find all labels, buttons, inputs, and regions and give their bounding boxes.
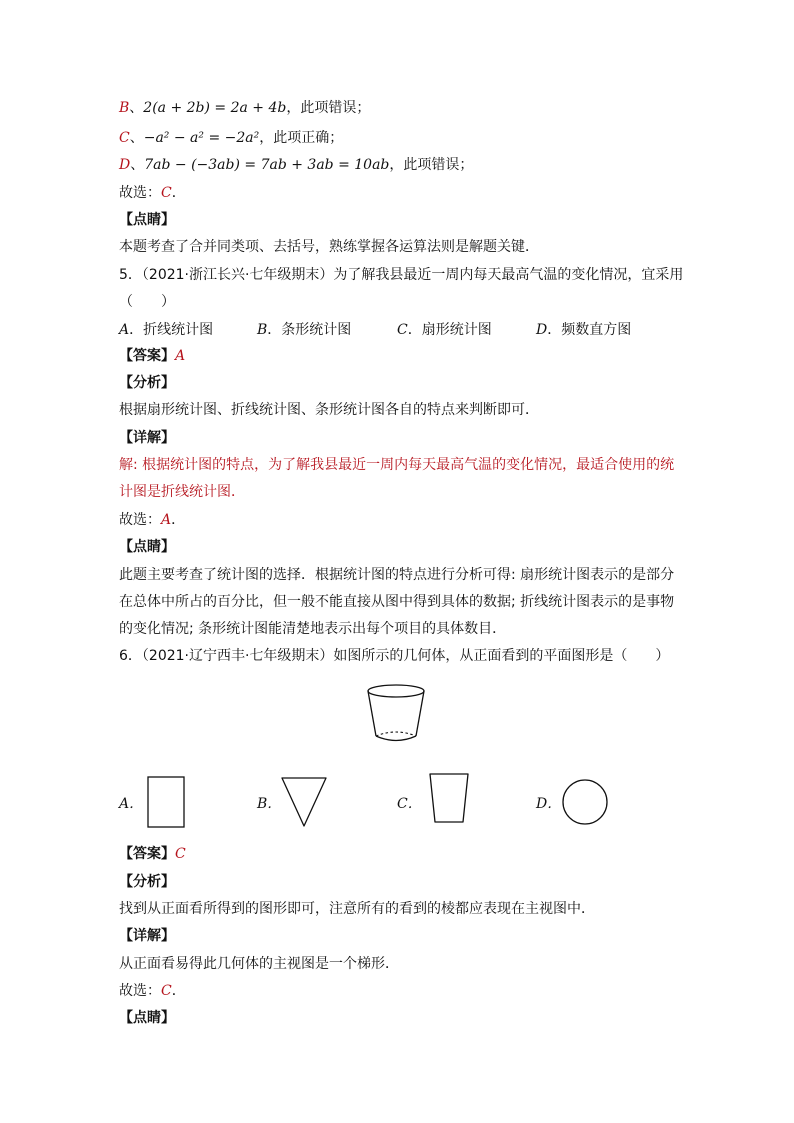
question-5-option-d xyxy=(536,319,631,339)
comment-text-line-2: 在总体中所占的百分比，但一般不能直接从图中得到具体的数据; 折线统计图表示的是事物 xyxy=(119,594,675,610)
math-expression: −a² − a² = −2a² xyxy=(143,130,260,146)
option-letter: B xyxy=(119,100,130,116)
choice-prefix: 故选： xyxy=(119,983,161,999)
question-6-answer xyxy=(119,844,186,864)
choice-suffix: ． xyxy=(171,185,186,201)
solution-option-b xyxy=(119,98,370,118)
question-5-option-b xyxy=(257,319,351,339)
option-letter: A xyxy=(119,322,130,338)
separator: 、 xyxy=(129,130,144,146)
choice-line xyxy=(119,981,186,1001)
detail-heading: 【详解】 xyxy=(119,430,175,446)
choice-suffix: ． xyxy=(171,983,186,999)
solution-note: ，此项错误； xyxy=(389,157,474,173)
comment-text-line-1: 此题主要考查了统计图的选择．根据统计图的特点进行分析可得: 扇形统计图表示的是部分 xyxy=(119,567,675,583)
question-6-option-d-label: D． xyxy=(536,796,562,812)
question-5-option-a xyxy=(119,319,213,339)
choice-suffix: ． xyxy=(171,512,186,528)
option-letter: B xyxy=(257,322,268,338)
question-5-options xyxy=(119,319,679,339)
question-6-option-a-label: A． xyxy=(119,796,144,812)
answer-value: A xyxy=(175,348,186,364)
question-5-stem: 5．（2021·浙江长兴·七年级期末）为了解我县最近一周内每天最高气温的变化情况，宜采用 xyxy=(119,267,684,283)
solution-note: ，此项错误； xyxy=(286,100,371,116)
choice-line xyxy=(119,510,185,530)
choice-prefix: 故选： xyxy=(119,185,161,201)
solution-option-c xyxy=(119,128,343,148)
question-6-stem: 6．（2021·辽宁西丰·七年级期末）如图所示的几何体，从正面看到的平面图形是（ ） xyxy=(119,648,670,664)
math-expression: 7ab − (−3ab) = 7ab + 3ab = 10ab xyxy=(144,157,390,173)
analysis-heading: 【分析】 xyxy=(119,874,175,890)
analysis-text: 找到从正面看所得到的图形即可，注意所有的看到的棱都应表现在主视图中． xyxy=(119,901,595,917)
solution-option-d xyxy=(119,155,473,175)
detail-text-line-1: 解: 根据统计图的特点，为了解我县最近一周内每天最高气温的变化情况，最适合使用的统 xyxy=(119,457,675,473)
option-text: ．折线统计图 xyxy=(129,322,214,338)
option-letter: C xyxy=(397,322,408,338)
option-text: ．条形统计图 xyxy=(267,322,352,338)
question-5-option-c xyxy=(397,319,492,339)
math-expression: 2(a + 2b) = 2a + 4b xyxy=(143,100,287,116)
question-5-answer xyxy=(119,346,185,366)
option-text: ．扇形统计图 xyxy=(407,322,492,338)
comment-text: 本题考查了合并同类项、去括号，熟练掌握各运算法则是解题关键． xyxy=(119,239,539,255)
option-text: ．频数直方图 xyxy=(547,322,632,338)
choice-value: C xyxy=(161,185,172,201)
trapezoid-shape xyxy=(428,772,470,824)
detail-text: 从正面看易得此几何体的主视图是一个梯形． xyxy=(119,956,399,972)
solution-note: ，此项正确； xyxy=(259,130,344,146)
choice-value: C xyxy=(161,983,172,999)
question-6-option-c-label: C． xyxy=(397,796,422,812)
answer-value: C xyxy=(175,846,186,862)
detail-heading: 【详解】 xyxy=(119,928,175,944)
choice-value: A xyxy=(161,512,172,528)
comment-heading: 【点睛】 xyxy=(119,212,175,228)
analysis-heading: 【分析】 xyxy=(119,375,175,391)
separator: 、 xyxy=(130,157,145,173)
analysis-text: 根据扇形统计图、折线统计图、条形统计图各自的特点来判断即可． xyxy=(119,402,539,418)
choice-prefix: 故选： xyxy=(119,512,161,528)
separator: 、 xyxy=(129,100,144,116)
answer-heading: 【答案】 xyxy=(119,846,175,862)
question-6-option-b-label: B． xyxy=(257,796,282,812)
cup-solid-figure xyxy=(360,683,432,745)
option-letter: C xyxy=(119,130,130,146)
option-letter: D xyxy=(119,157,131,173)
detail-text-line-2: 计图是折线统计图． xyxy=(119,484,245,500)
answer-heading: 【答案】 xyxy=(119,348,175,364)
comment-heading: 【点睛】 xyxy=(119,1010,175,1026)
inverted-triangle-shape xyxy=(280,776,328,828)
comment-heading: 【点睛】 xyxy=(119,539,175,555)
circle-shape xyxy=(560,777,610,827)
choice-line xyxy=(119,183,186,203)
option-letter: D xyxy=(536,322,548,338)
comment-text-line-3: 的变化情况; 条形统计图能清楚地表示出每个项目的具体数目． xyxy=(119,621,507,637)
question-5-bracket: （ ） xyxy=(119,294,175,310)
rectangle-shape xyxy=(146,776,186,828)
